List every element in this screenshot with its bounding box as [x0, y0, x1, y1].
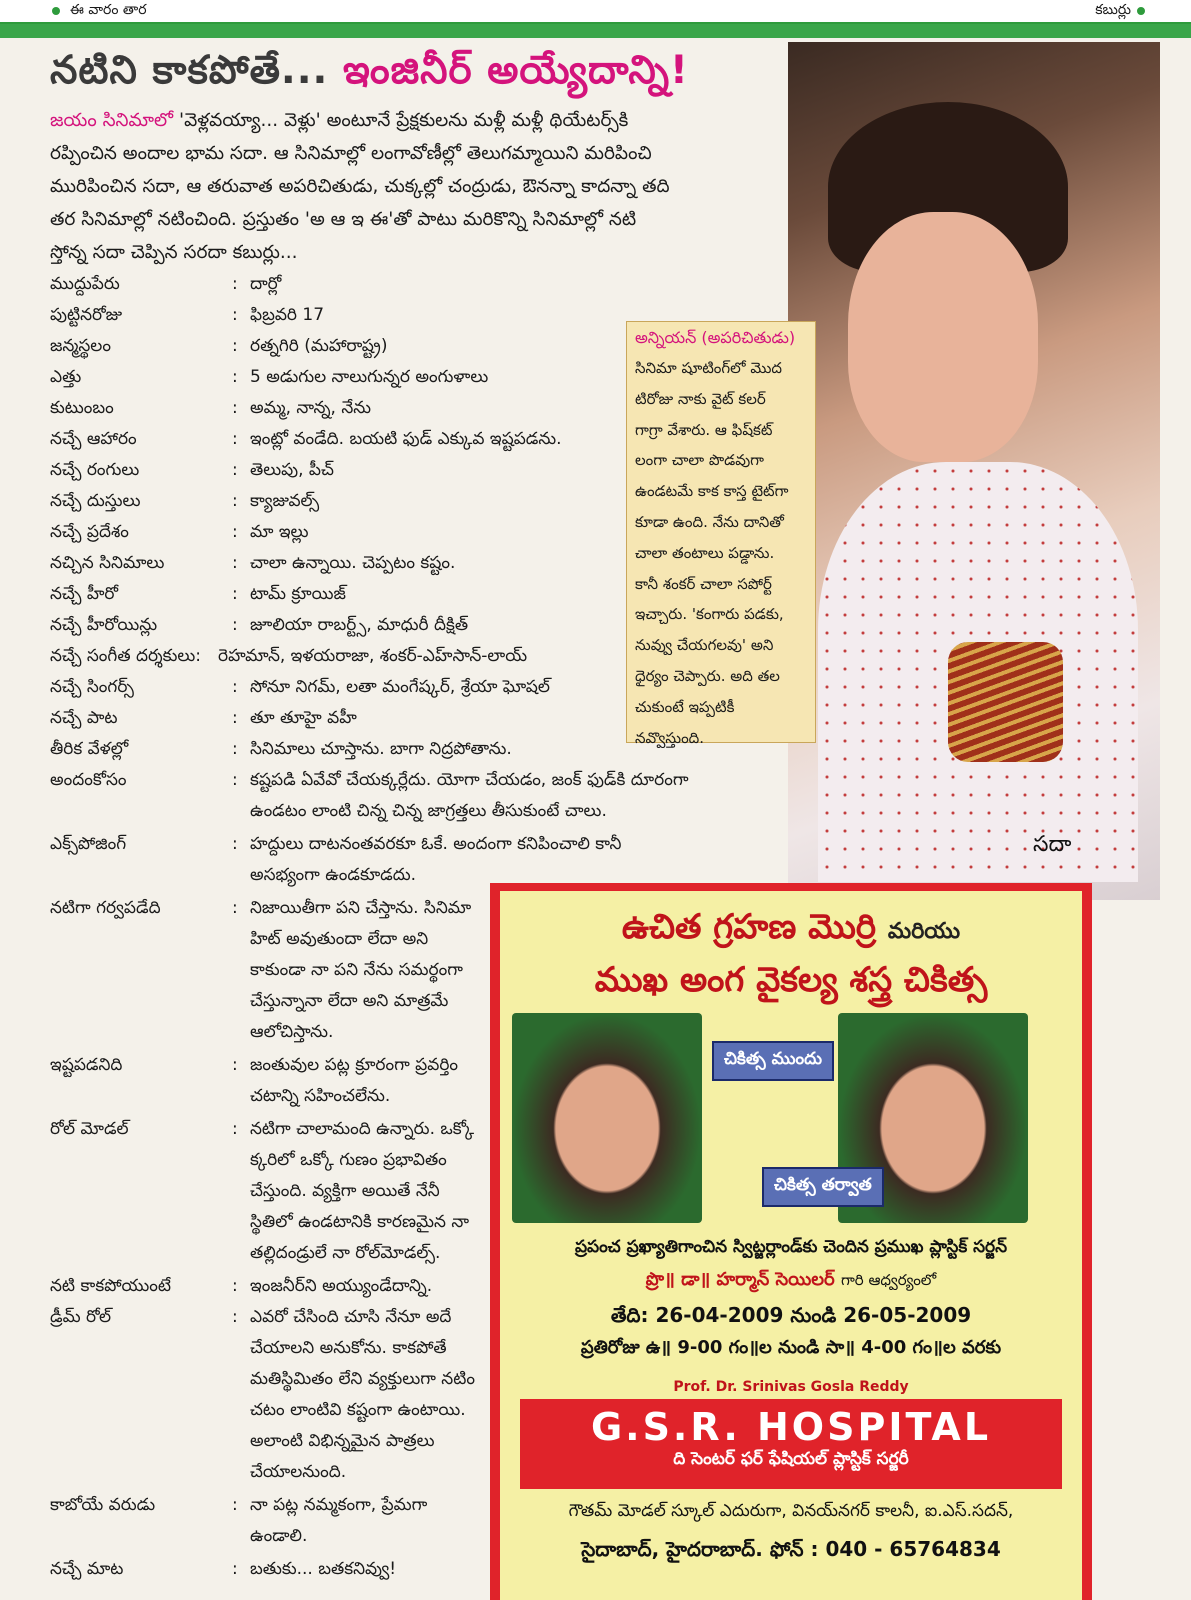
fact-value-line: అలాంటి విభిన్నమైన పాత్రలు	[250, 1431, 435, 1451]
photo-caption: సదా	[1033, 832, 1072, 857]
fact-label: నచ్చే రంగులు	[50, 460, 140, 480]
hospital-banner	[520, 1399, 1062, 1489]
fact-label: నచ్చే ఆహారం	[50, 429, 137, 449]
fact-value	[250, 305, 790, 336]
fact-label: పుట్టినరోజు	[50, 305, 123, 325]
fact-colon: :	[232, 274, 238, 294]
fact-label: నచ్చే హీరోయిన్లు	[50, 615, 158, 635]
fact-value-line: చేస్తున్నానా లేదా అని మాత్రమే	[250, 991, 449, 1011]
anecdote-line: టిరోజు నాకు వైట్ కలర్	[635, 389, 766, 408]
fact-value-line: టామ్ క్రూయిజ్	[250, 584, 346, 604]
fact-value-line: ఇంట్లో వండేది. బయటి ఫుడ్ ఎక్కువ ఇష్టపడను.	[250, 429, 562, 449]
fact-colon: :	[232, 491, 238, 511]
intro-paragraph	[50, 104, 785, 269]
fact-value-line: తల్లిదండ్రులే నా రోల్‌మోడల్స్.	[250, 1243, 441, 1263]
fact-value-line: ఉండాలి.	[250, 1526, 308, 1546]
fact-value-line: ఇంజనీర్‌ని అయ్యుండేదాన్ని.	[250, 1276, 433, 1296]
fact-value	[250, 708, 790, 739]
hospital-name: G.S.R. HOSPITAL	[590, 1405, 992, 1449]
headline-part1: నటిని కాకపోతే...	[50, 48, 329, 93]
intro-line: రప్పించిన అందాల భామ సదా. ఆ సినిమాల్లో లంగావోణీల్లో తెలుగమ్మాయిని మరిపించి	[50, 143, 652, 164]
fact-label: నచ్చే హీరో	[50, 584, 119, 604]
fact-value-line: ఉండటం లాంటి చిన్న చిన్న జాగ్రత్తలు తీసుకుంటే చాలు.	[250, 801, 607, 821]
fact-colon: :	[232, 305, 238, 325]
anecdote-line: ఇచ్చారు. 'కంగారు పడకు,	[635, 605, 784, 624]
ad-title	[500, 903, 1082, 1004]
fact-value-line: క్కరిలో ఒక్కో గుణం ప్రభావితం	[250, 1150, 447, 1170]
fact-label: నచ్చే ప్రదేశం	[50, 522, 129, 542]
actress-photo	[788, 42, 1160, 900]
fact-colon: :	[232, 522, 238, 542]
fact-value-line: తెలుపు, పీచ్	[250, 460, 334, 480]
fact-colon: :	[232, 708, 238, 728]
fact-value	[250, 677, 790, 708]
fact-colon: :	[232, 429, 238, 449]
intro-line: మురిపించిన సదా, ఆ తరువాత అపరిచితుడు, చుక్కల్లో చంద్రుడు, ఔనన్నా కాదన్నా తది	[50, 176, 670, 197]
fact-value-line: అసభ్యంగా ఉండకూడదు.	[250, 865, 417, 885]
fact-value	[250, 460, 790, 491]
fact-colon: :	[232, 460, 238, 480]
fact-value-line: చటం లాంటివి కష్టంగా ఉంటాయి.	[250, 1400, 466, 1420]
fact-value-line: అమ్మ, నాన్న, నేను	[250, 398, 372, 418]
fact-value-line: జూలియా రాబర్ట్స్, మాధురీ దీక్షిత్	[250, 615, 469, 635]
intro-lead: జయం సినిమాలో	[50, 110, 174, 131]
fact-colon: :	[232, 898, 238, 918]
fact-label: నచ్చే దుస్తులు	[50, 491, 141, 511]
fact-label: నచ్చే మాట	[50, 1559, 124, 1579]
anecdote-line: నువ్వు చేయగలవు' అని	[635, 636, 774, 655]
fact-value-line: జంతువుల పట్ల క్రూరంగా ప్రవర్తిం	[250, 1055, 459, 1075]
fact-label: నచ్చే పాట	[50, 708, 118, 728]
fact-label: ఎక్స్‌పోజింగ్	[50, 834, 127, 854]
fact-label: ఎత్తు	[50, 367, 82, 387]
fact-colon: :	[232, 367, 238, 387]
before-tag: చికిత్స ముందు	[712, 1041, 834, 1081]
fact-value-line: నిజాయితీగా పని చేస్తాను. సినిమా	[250, 898, 472, 918]
ad-title-line2: ముఖ అంగ వైకల్య శస్త్ర చికిత్స	[594, 960, 988, 1000]
fact-value	[250, 491, 790, 522]
fact-value-line: చేయాలని అనుకోను. కాకపోతే	[250, 1338, 447, 1358]
fact-value-line: చేస్తుంది. వ్యక్తిగా అయితే నేనీ	[250, 1181, 440, 1201]
fact-value-line: క్యాజువల్స్	[250, 491, 320, 511]
fact-label: కాబోయే వరుడు	[50, 1495, 156, 1515]
before-photo	[512, 1013, 702, 1223]
anecdote-title: అన్నియన్ (అపరిచితుడు)	[635, 328, 796, 347]
intro-line: 'వెళ్లవయ్యా... వెళ్లు' అంటూనే ప్రేక్షకులను మళ్లీ మళ్లీ థియేటర్స్‌కి	[173, 110, 629, 131]
fact-value-line: దార్లో	[250, 274, 282, 294]
bullet-icon	[52, 7, 60, 15]
photo-face	[848, 212, 1038, 462]
fact-value	[250, 429, 790, 460]
ad-address2: సైదాబాద్, హైదరాబాద్. ఫోన్ : 040 - 65764834	[581, 1537, 1001, 1561]
fact-colon: :	[232, 1495, 238, 1515]
fact-value-line: రెహమాన్, ఇళయరాజా, శంకర్-ఎహ్‌సాన్-లాయ్	[218, 646, 528, 666]
fact-label: రోల్ మోడల్	[50, 1119, 129, 1139]
anecdote-line: లంగా చాలా పొడవుగా	[635, 451, 764, 470]
after-tag: చికిత్స తర్వాత	[762, 1167, 884, 1207]
anecdote-line: ధైర్యం చెప్పారు. అది తల	[635, 666, 780, 685]
section-left: ఈ వారం తార	[70, 2, 147, 18]
fact-value-line: చేయాలనుంది.	[250, 1462, 347, 1482]
fact-label: తీరిక వేళల్లో	[50, 739, 129, 759]
ad-doctor-line	[500, 1269, 1082, 1294]
headline-part2: ఇంజినీర్ అయ్యేదాన్ని!	[342, 48, 689, 93]
fact-colon: :	[232, 1559, 238, 1579]
ad-doctor: ప్రొ॥ డా॥ హర్మాన్ సెయిలర్	[645, 1269, 835, 1290]
fact-value-line: హద్దులు దాటనంతవరకూ ఓకే. అందంగా కనిపించాలి కానీ	[250, 834, 622, 854]
fact-value	[250, 553, 790, 584]
fact-colon: :	[232, 677, 238, 697]
fact-value-line: ఆలోచిస్తాను.	[250, 1022, 334, 1042]
fact-value	[218, 646, 758, 677]
ad-address1: గౌతమ్ మోడల్ స్కూల్ ఎదురుగా, వినయ్‌నగర్ కాలనీ, ఐ.ఎస్.సదన్,	[568, 1501, 1014, 1521]
ad-timing: ప్రతిరోజు ఉ॥ 9-00 గం॥ల నుండి సా॥ 4-00 గం॥ల వరకు	[580, 1337, 1002, 1358]
fact-colon: :	[232, 398, 238, 418]
fact-value-line: కాకుండా నా పని నేను సమర్థంగా	[250, 960, 463, 980]
hospital-ad	[490, 883, 1092, 1600]
anecdote-line: నవ్వొస్తుంది.	[635, 728, 705, 747]
hospital-subtitle: ది సెంటర్ ఫర్ ఫేషియల్ ప్లాస్టిక్ సర్జరీ	[673, 1449, 909, 1469]
anecdote-line: కానీ శంకర్ చాలా సపోర్ట్	[635, 574, 772, 593]
anecdote-line: కూడా ఉంది. నేను దానితో	[635, 512, 784, 531]
fact-value-line: చటాన్ని సహించలేను.	[250, 1086, 391, 1106]
fact-value-line: హిట్ అవుతుందా లేదా అని	[250, 929, 429, 949]
anecdote-line: గాగ్రా వేశారు. ఆ ఫిష్‌కట్	[635, 420, 773, 439]
fact-value-line: మతిస్థిమితం లేని వ్యక్తులుగా నటిం	[250, 1369, 475, 1389]
fact-value	[250, 584, 790, 615]
fact-value-line: 5 అడుగుల నాలుగున్నర అంగుళాలు	[250, 367, 489, 387]
ad-doctor-suffix: గారి ఆధ్వర్యంలో	[840, 1271, 937, 1289]
headline	[50, 48, 790, 102]
anecdote-line: చాలా తంటాలు పడ్డాను.	[635, 543, 775, 562]
fact-value	[250, 367, 790, 398]
fact-label: ఇష్టపడనిది	[50, 1055, 123, 1075]
fact-label: అందంకోసం	[50, 770, 127, 790]
anecdote-line: చుకుంటే ఇప్పటికీ	[635, 697, 735, 716]
bullet-icon	[1137, 7, 1145, 15]
fact-label: నచ్చిన సినిమాలు	[50, 553, 165, 573]
fact-colon: :	[232, 584, 238, 604]
section-header	[0, 0, 1191, 25]
intro-line: స్తోన్న సదా చెప్పిన సరదా కబుర్లు...	[50, 242, 298, 263]
fact-value	[250, 336, 790, 367]
fact-value-line: సోనూ నిగమ్, లతా మంగేష్కర్, శ్రేయా ఘోషల్	[250, 677, 550, 697]
ad-dates: తేది: 26-04-2009 నుండి 26-05-2009	[610, 1303, 972, 1327]
fact-value	[250, 770, 790, 832]
fact-label: కుటుంబం	[50, 398, 114, 418]
fact-colon: :	[232, 553, 238, 573]
fact-value-line: మా ఇల్లు	[250, 522, 309, 542]
fact-value-line: ఎవరో చేసింది చూసి నేనూ అదే	[250, 1307, 452, 1327]
ad-title-small: మరియు	[887, 919, 961, 944]
ad-surgeon-line: ప్రపంచ ప్రఖ్యాతిగాంచిన స్విట్జర్లాండ్‌కు చెందిన ప్రముఖ ప్లాస్టిక్ సర్జన్	[574, 1237, 1008, 1257]
fact-value	[250, 615, 790, 646]
fact-value-line: సినిమాలు చూస్తాను. బాగా నిద్రపోతాను.	[250, 739, 512, 759]
fact-value-line: చాలా ఉన్నాయి. చెప్పటం కష్టం.	[250, 553, 456, 573]
fact-colon: :	[232, 739, 238, 759]
fact-value-line: స్థితిలో ఉండటానికి కారణమైన నా	[250, 1212, 470, 1232]
intro-line: తర సినిమాల్లో నటించింది. ప్రస్తుతం 'అ ఆ ఇ ఈ'తో పాటు మరికొన్ని సినిమాల్లో నటి	[50, 209, 637, 230]
fact-value	[250, 398, 790, 429]
fact-colon: :	[232, 1307, 238, 1327]
fact-label: నటి కాకపోయుంటే	[50, 1276, 171, 1296]
fact-colon: :	[232, 1276, 238, 1296]
fact-label: నచ్చే సంగీత దర్శకులు:	[50, 646, 201, 666]
ad-title-line1: ఉచిత గ్రహణ మొర్రి	[621, 907, 877, 947]
fact-value-line: బతుకు... బతకనివ్వు!	[250, 1559, 397, 1579]
fact-colon: :	[232, 1055, 238, 1075]
fact-colon: :	[232, 834, 238, 854]
fact-value	[250, 522, 790, 553]
fact-colon: :	[232, 1119, 238, 1139]
anecdote-line: ఉండటమే కాక కాస్త టైట్‌గా	[635, 482, 789, 501]
fact-value-line: ఫిబ్రవరి 17	[250, 305, 325, 325]
photo-bangles	[948, 642, 1063, 762]
fact-value	[250, 739, 790, 770]
fact-value-line: కష్టపడి ఏవేవో చేయక్కర్లేదు. యోగా చేయడం, జంక్ ఫుడ్‌కి దూరంగా	[250, 770, 689, 790]
fact-label: డ్రీమ్ రోల్	[50, 1307, 112, 1327]
fact-label: ముద్దుపేరు	[50, 274, 120, 294]
ad-prof-name: Prof. Dr. Srinivas Gosla Reddy	[673, 1379, 909, 1395]
fact-colon: :	[232, 770, 238, 790]
fact-value-line: నటిగా చాలామంది ఉన్నారు. ఒక్కో	[250, 1119, 475, 1139]
section-right: కబుర్లు	[1095, 2, 1131, 18]
fact-value-line: తూ తూహై వహీ	[250, 708, 357, 728]
ad-panel	[500, 891, 1082, 1600]
fact-colon: :	[232, 336, 238, 356]
anecdote-line: సినిమా షూటింగ్‌లో మొద	[635, 359, 783, 377]
fact-value-line: నా పట్ల నమ్మకంగా, ప్రేమగా	[250, 1495, 428, 1515]
fact-label: నచ్చే సింగర్స్	[50, 677, 134, 697]
fact-value	[250, 274, 790, 305]
header-band	[0, 24, 1191, 38]
fact-label: నటిగా గర్వపడేది	[50, 898, 161, 918]
fact-value-line: రత్నగిరి (మహారాష్ట్ర)	[250, 336, 388, 356]
fact-colon: :	[232, 615, 238, 635]
fact-label: జన్మస్థలం	[50, 336, 111, 356]
